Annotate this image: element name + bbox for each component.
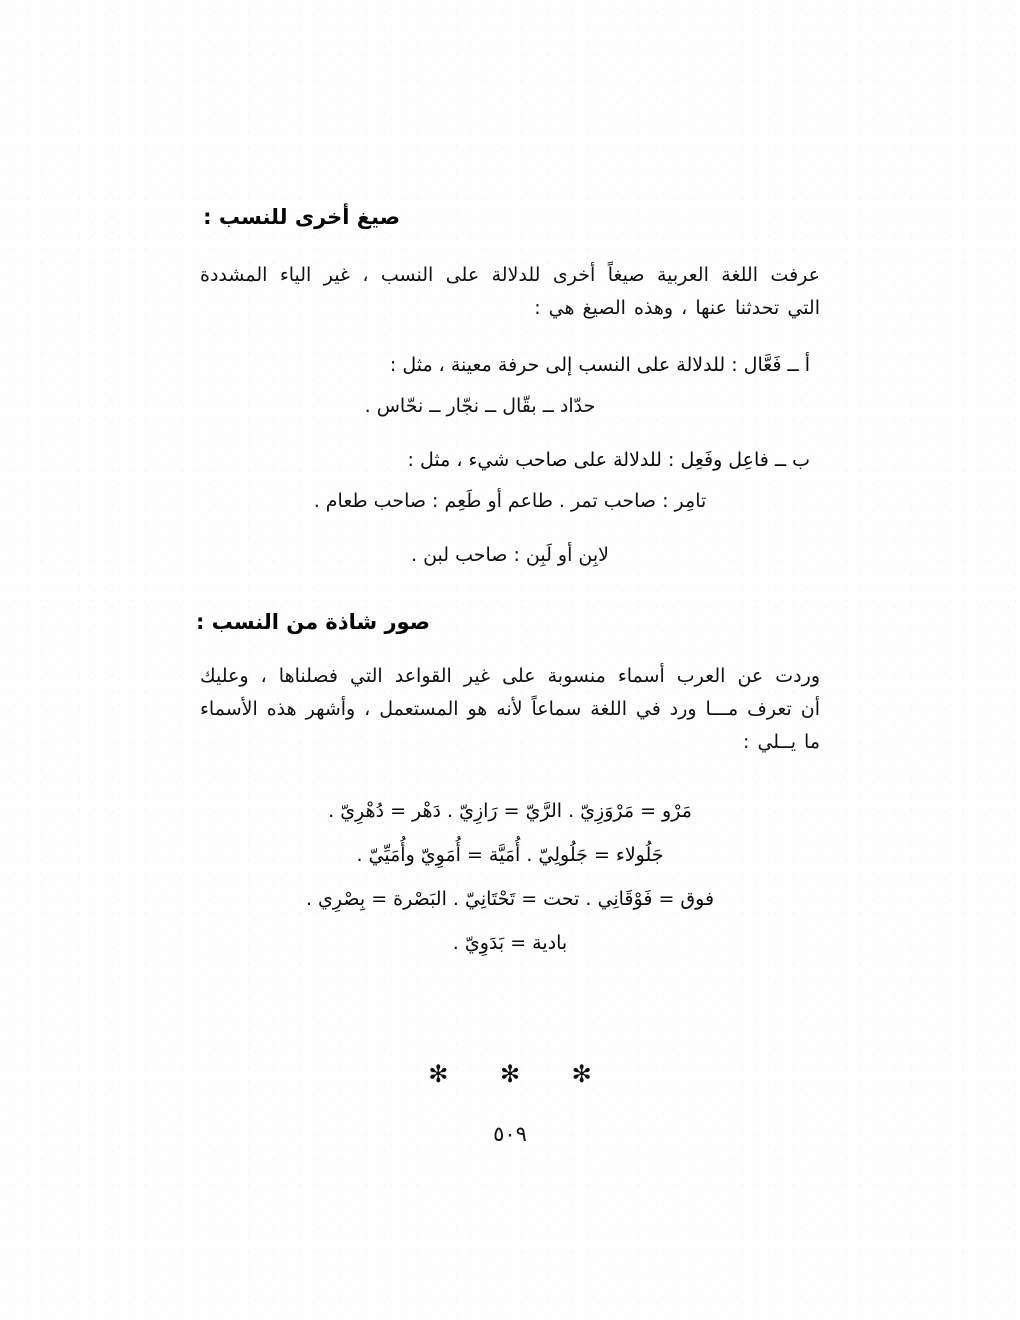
irregular-forms-list — [200, 792, 820, 962]
irregular-forms-row: فوق = فَوْقَانِي . تحت = تَحْتَانِيّ . البَصْرة = بِصْرِي . — [305, 888, 715, 911]
intro-paragraph-2-line-1: وردت عن العرب أسماء منسوبة على غير القواعد التي فصلناها ، وعليك — [200, 665, 820, 688]
rule-item-faail-wa-fail: ب ــ فاعِل وفَعِل : للدلالة على صاحب شيء ، مثل : — [407, 449, 810, 472]
irregular-forms-row: بادية = بَدَوِيّ . — [452, 932, 568, 955]
section-divider-asterisks: ✻ ✻ ✻ — [428, 1060, 614, 1088]
rule-item-faaal: أ ــ فَعَّال : للدلالة على النسب إلى حرفة معينة ، مثل : — [389, 354, 810, 377]
page-number: ٥٠٩ — [493, 1122, 527, 1146]
intro-paragraph-1-line-2: التي تحدثنا عنها ، وهذه الصيغ هي : — [534, 296, 820, 319]
examples-faail-line-1: تامِر : صاحب تمر . طاعم أو طَعِم : صاحب طعام . — [313, 489, 707, 512]
examples-faaal: حدّاد ــ بقّال ــ نجّار ــ نحّاس . — [364, 394, 596, 417]
examples-faail-line-2: لابِن أو لَبِن : صاحب لبن . — [410, 543, 609, 566]
intro-paragraph-1-line-1: عرفت اللغة العربية صيغاً أخرى للدلالة على النسب ، غير الياء المشددة — [200, 264, 820, 286]
irregular-forms-row: مَرْو = مَرْوَزِيّ . الرَّيّ = رَازِيّ . دَهْر = دُهْرِيّ . — [328, 800, 692, 823]
intro-paragraph-2-line-2: أن تعرف مـــا ورد في اللغة سماعاً لأنه هو المستعمل ، وأشهر هذه الأسماء — [200, 697, 820, 720]
intro-paragraph-2-line-3: ما يــلي : — [743, 730, 820, 753]
intro-paragraph-1 — [200, 259, 820, 324]
page-content — [195, 205, 820, 968]
irregular-forms-row: جَلُولاء = جَلُولِيّ . أُمَيَّة = أُمَوِيّ وأُمَيِّيّ . — [356, 844, 664, 867]
section-heading-other-nisba-forms: صيغ أخرى للنسب : — [203, 205, 400, 229]
intro-paragraph-2 — [200, 660, 820, 758]
section-heading-irregular-nisba: صور شاذة من النسب : — [195, 610, 430, 635]
